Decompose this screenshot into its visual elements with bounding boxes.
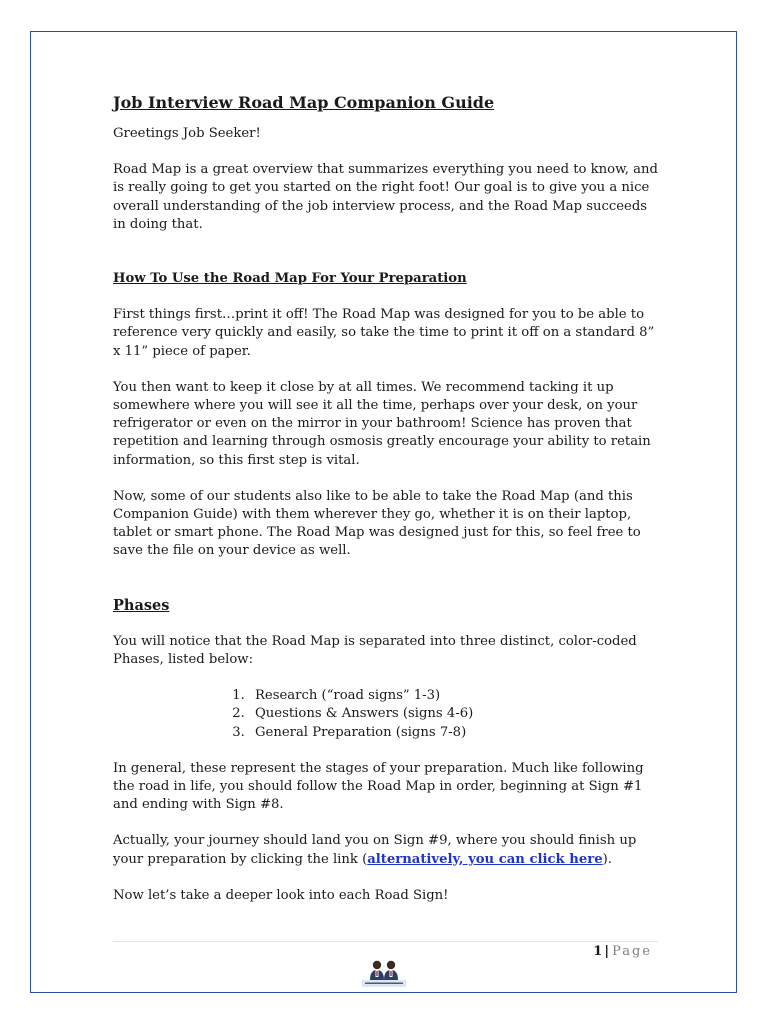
- phase-item-questions-answers: 2. Questions & Answers (signs 4-6): [249, 705, 658, 723]
- alternative-link[interactable]: alternatively, you can click here: [367, 851, 603, 867]
- phases-intro-paragraph: You will notice that the Road Map is separated into three distinct, color-coded Phases, listed below:: [113, 633, 637, 668]
- paragraph-devices: Now, some of our students also like to be able to take the Road Map (and this Companion Guide) with them wherever they go, whether it is on their laptop, tablet or smart phone. The Road Map was designed just for this, so feel free to save the file on your device as well.: [113, 488, 641, 559]
- page-number: [593, 943, 652, 961]
- intro-paragraph: Road Map is a great overview that summarizes everything you need to know, and is really going to get you started on the right foot! Our goal is to give you a nice overall understanding of the job interview process, and the Road Map succeeds in doing that.: [113, 162, 658, 232]
- document-body: [113, 92, 658, 923]
- paragraph-keep-close: You then want to keep it close by at all times. We recommend tacking it up somewhere where you will see it all the time, perhaps over your desk, on your refrigerator or even on the mirror in your bathroom! Science has proven that repetition and learning through osmosis greatly encourage your ability to retain information, so this first step is vital.: [113, 379, 651, 468]
- sign-nine-paragraph: [113, 832, 658, 868]
- closing-paragraph: Now let’s take a deeper look into each Road Sign!: [113, 887, 449, 903]
- sign-nine-text-end: ).: [602, 851, 612, 867]
- greeting: Greetings Job Seeker!: [113, 126, 261, 141]
- page-number-separator: |: [604, 944, 610, 959]
- page-number-value: 1: [593, 944, 603, 959]
- phase-item-research: 1. Research (“road signs” 1-3): [249, 687, 658, 705]
- page-word: Page: [612, 944, 652, 959]
- paragraph-print: First things first…print it off! The Road Map was designed for you to be able to reference very quickly and easily, so take the time to print it off on a standard 8” x 11” piece of paper.: [113, 307, 655, 359]
- phases-order-paragraph: In general, these represent the stages of your preparation. Much like following the road in life, you should follow the Road Map in order, beginning at Sign #1 and ending with Sign #8.: [113, 760, 644, 813]
- sign-nine-text: Actually, your journey should land you on Sign #9, where you should finish up your preparation by clicking the link (: [113, 833, 637, 867]
- section-heading-road-map-usage: How To Use the Road Map For Your Preparation: [113, 271, 467, 287]
- section-heading-phases: Phases: [113, 596, 170, 614]
- phase-list: [113, 687, 658, 742]
- phase-item-general-preparation: 3. General Preparation (signs 7-8): [249, 724, 658, 742]
- company-logo-icon: [360, 958, 408, 988]
- footer-divider: [113, 941, 658, 942]
- document-title: Job Interview Road Map Companion Guide: [113, 93, 495, 112]
